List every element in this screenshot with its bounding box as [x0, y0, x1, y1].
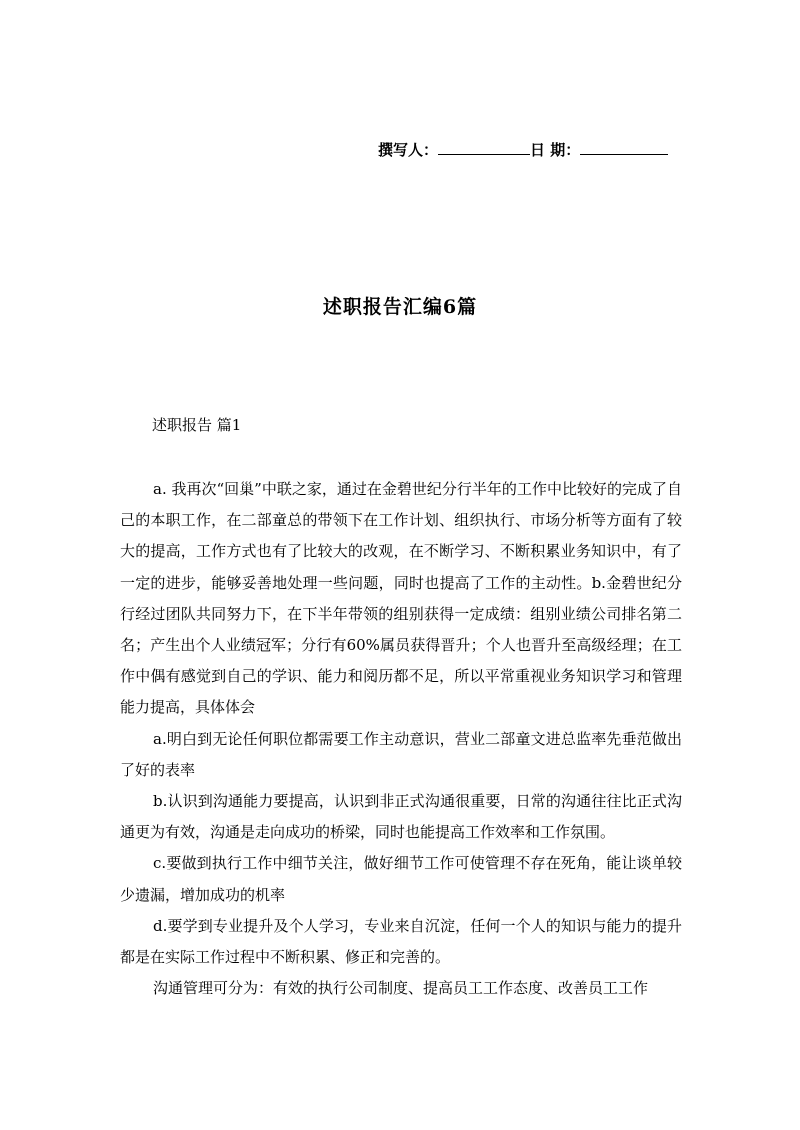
author-blank-field[interactable] — [438, 138, 530, 155]
paragraph: a. 我再次“回巢”中联之家，通过在金碧世纪分行半年的工作中比较好的完成了自己的本职工作，在二部童总的带领下在工作计划、组织执行、市场分析等方面有了较大的提高，工作方式也有了比较大的改观，在不断学习、不断积累业务知识中，有了一定的进步，能够妥善地处理一些问题，同时也提高了工作的主动性。b.金碧世纪分行经过团队共同努力下，在下半年带领的组别获得一定成绩：组别业绩公司排名第二名；产生出个人业绩冠军；分行有60%属员获得晋升；个人也晋升至高级经理；在工作中偶有感觉到自己的学识、能力和阅历都不足，所以平常重视业务知识学习和管理能力提高，具体体会 — [120, 480, 682, 717]
author-date-line — [378, 138, 688, 164]
date-blank-field[interactable] — [580, 138, 668, 155]
date-label: 日 期： — [530, 141, 581, 159]
document-title: 述职报告汇编6篇 — [322, 296, 478, 318]
author-label: 撰写人： — [378, 141, 439, 159]
paragraph: c.要做到执行工作中细节关注，做好细节工作可使管理不存在死角，能让谈单较少遗漏，增加成功的机率 — [120, 854, 682, 904]
paragraph: a.明白到无论任何职位都需要工作主动意识，营业二部童文进总监率先垂范做出了好的表率 — [120, 729, 682, 779]
paragraph: b.认识到沟通能力要提高，认识到非正式沟通很重要，日常的沟通往往比正式沟通更为有效，沟通是走向成功的桥梁，同时也能提高工作效率和工作氛围。 — [120, 792, 682, 842]
paragraph: 沟通管理可分为：有效的执行公司制度、提高员工工作态度、改善员工工作 — [153, 979, 649, 998]
document-body — [120, 474, 682, 1004]
section-heading: 述职报告 篇1 — [152, 416, 242, 434]
paragraph: d.要学到专业提升及个人学习，专业来自沉淀，任何一个人的知识与能力的提升都是在实际工作过程中不断积累、修正和完善的。 — [120, 916, 682, 967]
